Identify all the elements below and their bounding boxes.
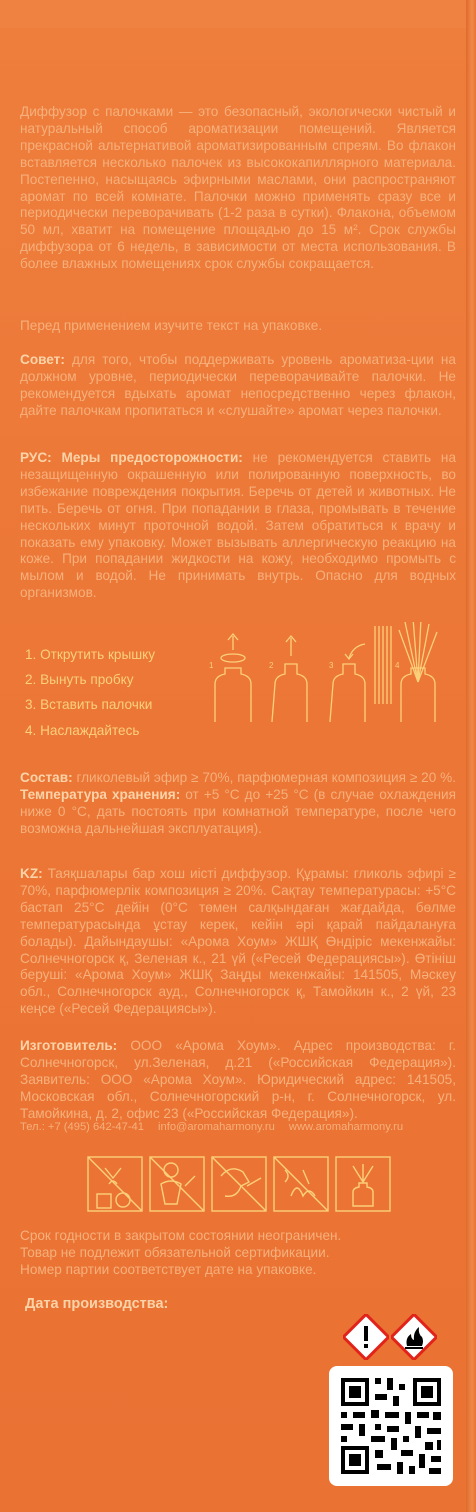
tip-label: Совет: bbox=[20, 352, 65, 367]
arrow-up-2-icon bbox=[286, 636, 296, 656]
storage-text: от +5 °С до +25 °С (в случае охлаждения ниже 0 °С, дать постоять при комнатной температуре, после чего возможна дальнейшая эксплуатация). bbox=[20, 786, 456, 836]
note-batch: Номер партии соответствует дате на упаковке. bbox=[20, 1261, 317, 1277]
step-4: 4. Наслаждайтесь bbox=[25, 722, 140, 738]
diffuser-sticks-icon bbox=[399, 622, 437, 682]
storage-label: Температура хранения: bbox=[20, 786, 181, 802]
diffuser-use-icon bbox=[336, 1157, 390, 1211]
keep-from-fire-icon bbox=[274, 1157, 328, 1211]
composition-text: гликолевый эфир ≥ 70%, парфюмерная композиция ≥ 20 %. bbox=[72, 770, 456, 785]
phone: Тел.: +7 (495) 642-47-41 bbox=[20, 1121, 145, 1133]
qr-code-icon bbox=[329, 1366, 453, 1486]
warnings-paragraph bbox=[20, 450, 456, 602]
composition-paragraph bbox=[20, 770, 456, 838]
exclamation-hazard-icon bbox=[343, 1314, 389, 1360]
keep-from-pets-icon bbox=[150, 1157, 204, 1211]
illus-number-1: 1 bbox=[209, 661, 214, 670]
cap-icon bbox=[221, 654, 245, 662]
tip-paragraph bbox=[20, 352, 456, 420]
usage-steps bbox=[25, 642, 155, 743]
maker-paragraph bbox=[20, 1038, 456, 1123]
step-2: 2. Вынуть пробку bbox=[25, 672, 134, 688]
note-shelf-life: Срок годности в закрытом состоянии неограничен. bbox=[20, 1228, 342, 1243]
side-fold bbox=[466, 0, 476, 1512]
bottle-2-icon bbox=[271, 664, 307, 722]
composition-label: Состав: bbox=[20, 770, 73, 785]
keep-from-children-icon bbox=[88, 1157, 142, 1211]
step-1: 1. Открутить крышку bbox=[25, 647, 156, 662]
kz-paragraph bbox=[20, 866, 456, 1018]
step-3: 3. Вставить палочки bbox=[25, 697, 153, 713]
safety-icons bbox=[87, 1156, 397, 1214]
maker-text: ООО «Арома Хоум». Адрес производства: г. Солнечногорск, ул.Зеленая, д.21 («Российская Федерация»). Заявитель: ООО «Арома Хоум». Юридический адрес: 141505, Московская обл., Солнечногорский р-н, г. Солнечногорск, ул. Тамойкина, д. 2, офис 23 («Российская Федерация»). bbox=[20, 1038, 456, 1121]
illus-number-4: 4 bbox=[395, 661, 400, 670]
website: www.aromaharmony.ru bbox=[288, 1121, 404, 1133]
read-instructions-note: Перед применением изучите текст на упаковке. bbox=[20, 318, 323, 333]
note-certification: Товар не подлежит обязательной сертификации. bbox=[20, 1244, 330, 1260]
contacts-line bbox=[20, 1120, 456, 1135]
description-paragraph: Диффузор с палочками — это безопасный, экологически чистый и натуральный способ ароматизации помещений. Является прекрасной альтернативой ароматизированным спреям. Во флакон вставляется несколько палочек из высококапиллярного материала. Постепенно, насыщаясь эфирными маслами, они распространяют аромат по всей комнате. Палочки можно применять сразу все и периодически переворачивать (1-2 раза в сутки). Флакона, объемом 50 мл, хватит на помещение площадью до 15 м². Срок службы диффузора от 6 недель, в зависимости от места использования. В более влажных помещениях срок службы сокращается. bbox=[20, 104, 456, 272]
sticks-icon bbox=[375, 626, 391, 704]
production-date-label: Дата производства: bbox=[25, 1296, 169, 1312]
do-not-drink-icon bbox=[212, 1157, 266, 1211]
email: info@aromaharmony.ru bbox=[158, 1121, 275, 1133]
warnings-text: не рекомендуется ставить на незащищенную окрашенную или полированную поверхность, во избежание повреждения покрытия. Беречь от детей и животных. Не пить. Беречь от огня. При попадании в глаза, промывать в течение нескольких минут проточной водой. Затем обратиться к врачу и показать ему упаковку. Может вызывать аллергическую реакцию на коже. При попадании жидкости на кожу, необходимо промыть с мылом и водой. Не принимать внутрь. Опасно для водных организмов. bbox=[20, 450, 456, 601]
kz-label: KZ: bbox=[20, 866, 43, 881]
illus-number-3: 3 bbox=[329, 661, 334, 670]
illus-number-2: 2 bbox=[269, 661, 274, 670]
maker-label: Изготовитель: bbox=[20, 1038, 118, 1053]
notes-block bbox=[20, 1228, 456, 1279]
tip-text: для того, чтобы поддерживать уровень ароматиза-ции на должном уровне, периодически переворачивайте палочки. Не рекомендуется вдыхать аромат непосредственно через флакон, дайте палочкам пропитаться и «слушайте» аромат через палочки. bbox=[20, 352, 456, 418]
bottle-1-icon bbox=[215, 668, 251, 722]
bottle-3-icon bbox=[329, 664, 365, 722]
flammable-hazard-icon bbox=[391, 1314, 437, 1360]
top-fold bbox=[0, 0, 466, 28]
qr-code bbox=[329, 1366, 453, 1486]
arrow-up-icon bbox=[228, 634, 238, 650]
warnings-label: РУС: Меры предосторожности: bbox=[20, 450, 243, 465]
usage-illustration bbox=[205, 622, 445, 722]
kz-text: Таяқшалары бар хош иісті диффузор. Құрамы: гликоль эфирі ≥ 70%, парфюмерлік композиция ≥ 20%. Сақтау температурасы: +5°С бастап 25°С дейін (0°С төмен салқындаған жағдайда, бөлме температурасында ұстау керек, кейін әрі қарай пайдалануға болады). Дайындаушы: «Арома Хоум» ЖШҚ Өндіріс мекенжайы: Солнечногорск қ, Зеленая к., 21 үй («Ресей Федерациясы»). Өтініш беруші: «Арома Хоум» ЖШҚ Заңды мекенжайы: 141505, Мәскеу обл., Солнечногорск ауд., Солнечногорск қ, Тамойкин к., 2 үй, 23 кеңсе («Ресей Федерациясы»). bbox=[20, 866, 456, 1017]
